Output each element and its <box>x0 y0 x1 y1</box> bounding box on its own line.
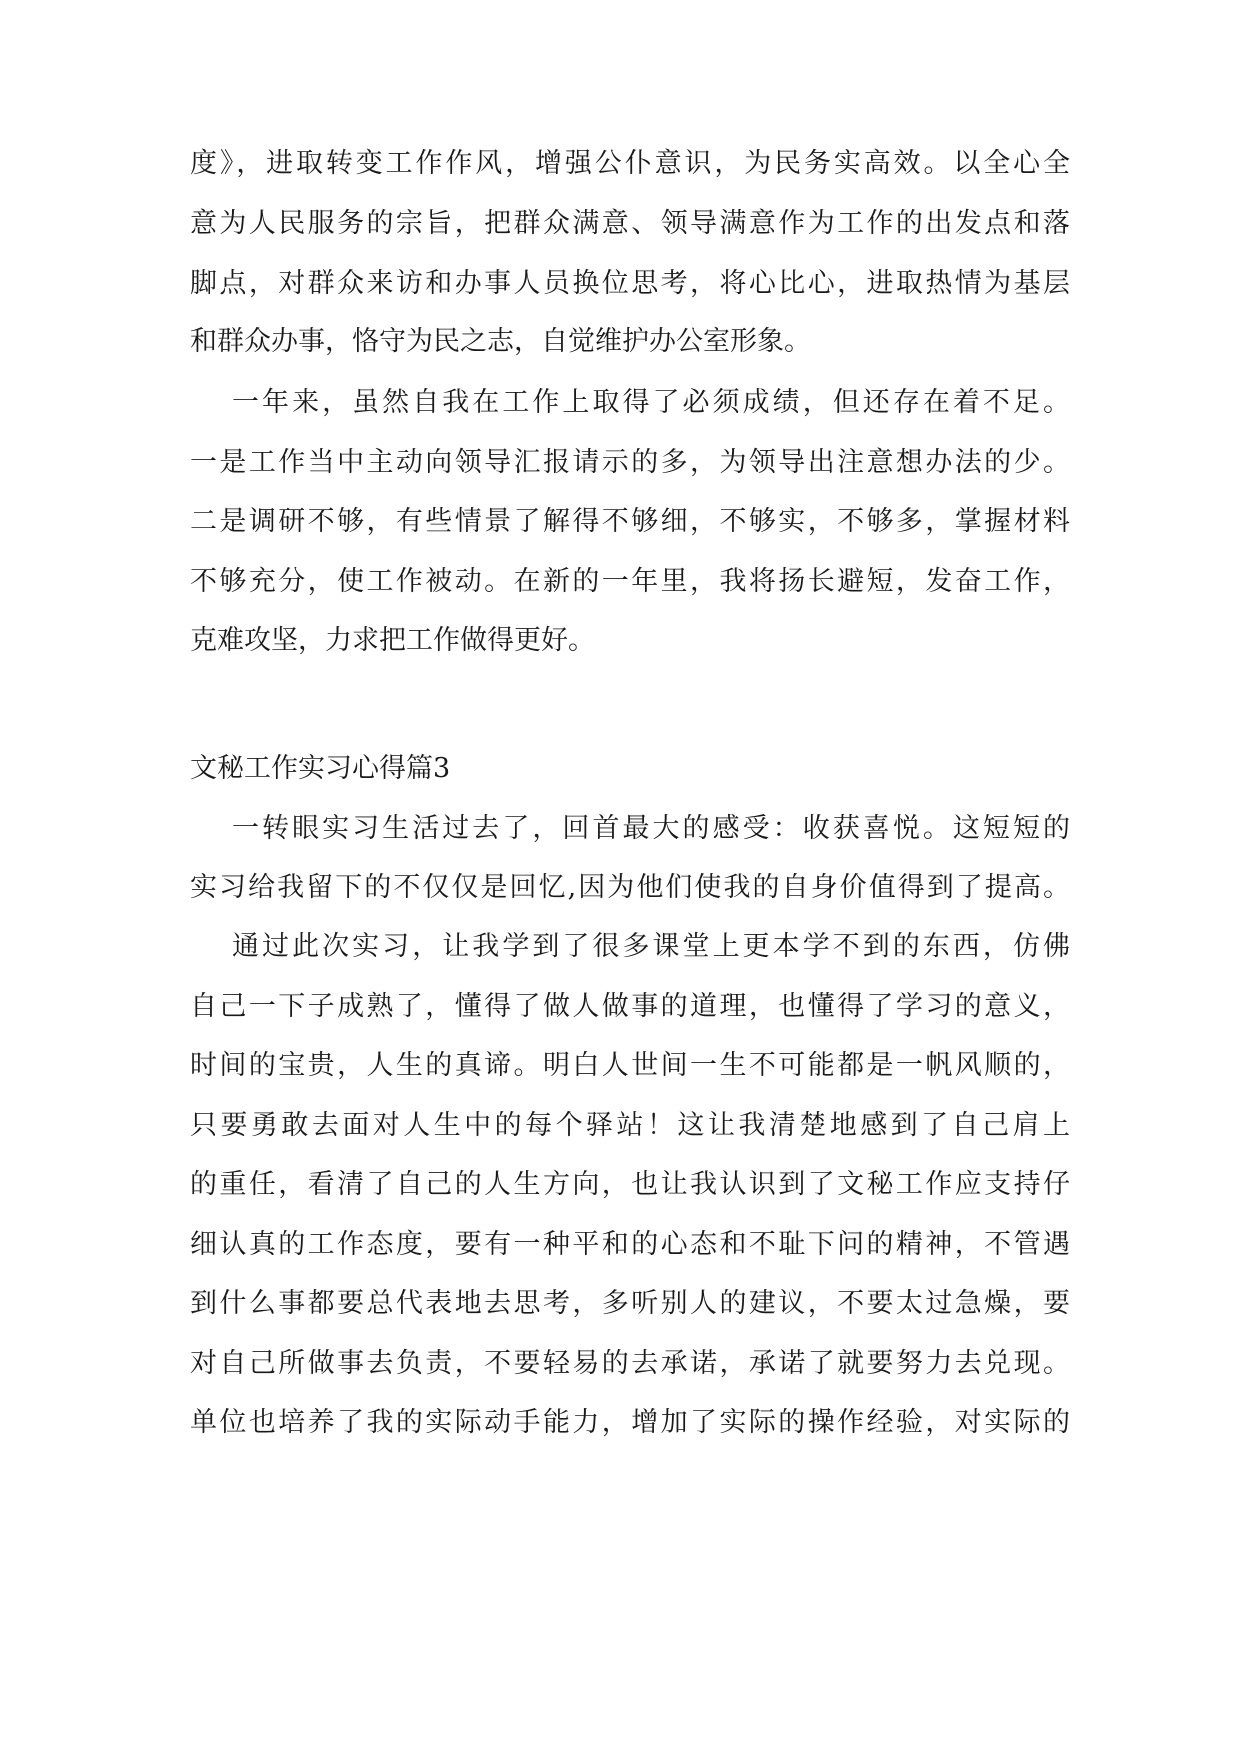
text-line-15: 时间的宝贵，人生的真谛。明白人世间一生不可能都是一帆风顺的， <box>190 1050 1070 1081</box>
text-line-12: 实习给我留下的不仅仅是回忆,因为他们使我的自身价值得到了提高。 <box>190 872 1070 903</box>
text-line-3: 脚点，对群众来访和办事人员换位思考，将心比心，进取热情为基层 <box>190 268 1070 299</box>
text-line-4: 和群众办事，恪守为民之志，自觉维护办公室形象。 <box>190 326 811 357</box>
text-line-14: 自己一下子成熟了，懂得了做人做事的道理，也懂得了学习的意义， <box>190 991 1070 1022</box>
paragraph-line-5: 一年来，虽然自我在工作上取得了必须成绩，但还存在着不足。 <box>232 387 1070 418</box>
text-line-20: 对自己所做事去负责，不要轻易的去承诺，承诺了就要努力去兑现。 <box>190 1348 1070 1379</box>
text-line-8: 不够充分，使工作被动。在新的一年里，我将扬长避短，发奋工作， <box>190 566 1070 597</box>
text-line-2: 意为人民服务的宗旨，把群众满意、领导满意作为工作的出发点和落 <box>190 208 1070 239</box>
paragraph-line-11: 一转眼实习生活过去了，回首最大的感受：收获喜悦。这短短的 <box>232 813 1070 844</box>
text-line-21: 单位也培养了我的实际动手能力，增加了实际的操作经验，对实际的 <box>190 1407 1070 1438</box>
text-line-6: 一是工作当中主动向领导汇报请示的多，为领导出注意想办法的少。 <box>190 447 1070 478</box>
text-line-18: 细认真的工作态度，要有一种平和的心态和不耻下问的精神，不管遇 <box>190 1229 1070 1260</box>
text-line-19: 到什么事都要总代表地去思考，多听别人的建议，不要太过急燥，要 <box>190 1288 1070 1319</box>
section-heading: 文秘工作实习心得篇3 <box>190 753 451 784</box>
paragraph-line-13: 通过此次实习，让我学到了很多课堂上更本学不到的东西，仿佛 <box>232 931 1070 962</box>
text-line-16: 只要勇敢去面对人生中的每个驿站！这让我清楚地感到了自己肩上 <box>190 1110 1070 1141</box>
text-line-17: 的重任，看清了自己的人生方向，也让我认识到了文秘工作应支持仔 <box>190 1169 1070 1200</box>
text-line-1: 度》，进取转变工作作风，增强公仆意识，为民务实高效。以全心全 <box>190 148 1070 179</box>
text-line-7: 二是调研不够，有些情景了解得不够细，不够实，不够多，掌握材料 <box>190 506 1070 537</box>
text-line-9: 克难攻坚，力求把工作做得更好。 <box>190 625 595 656</box>
